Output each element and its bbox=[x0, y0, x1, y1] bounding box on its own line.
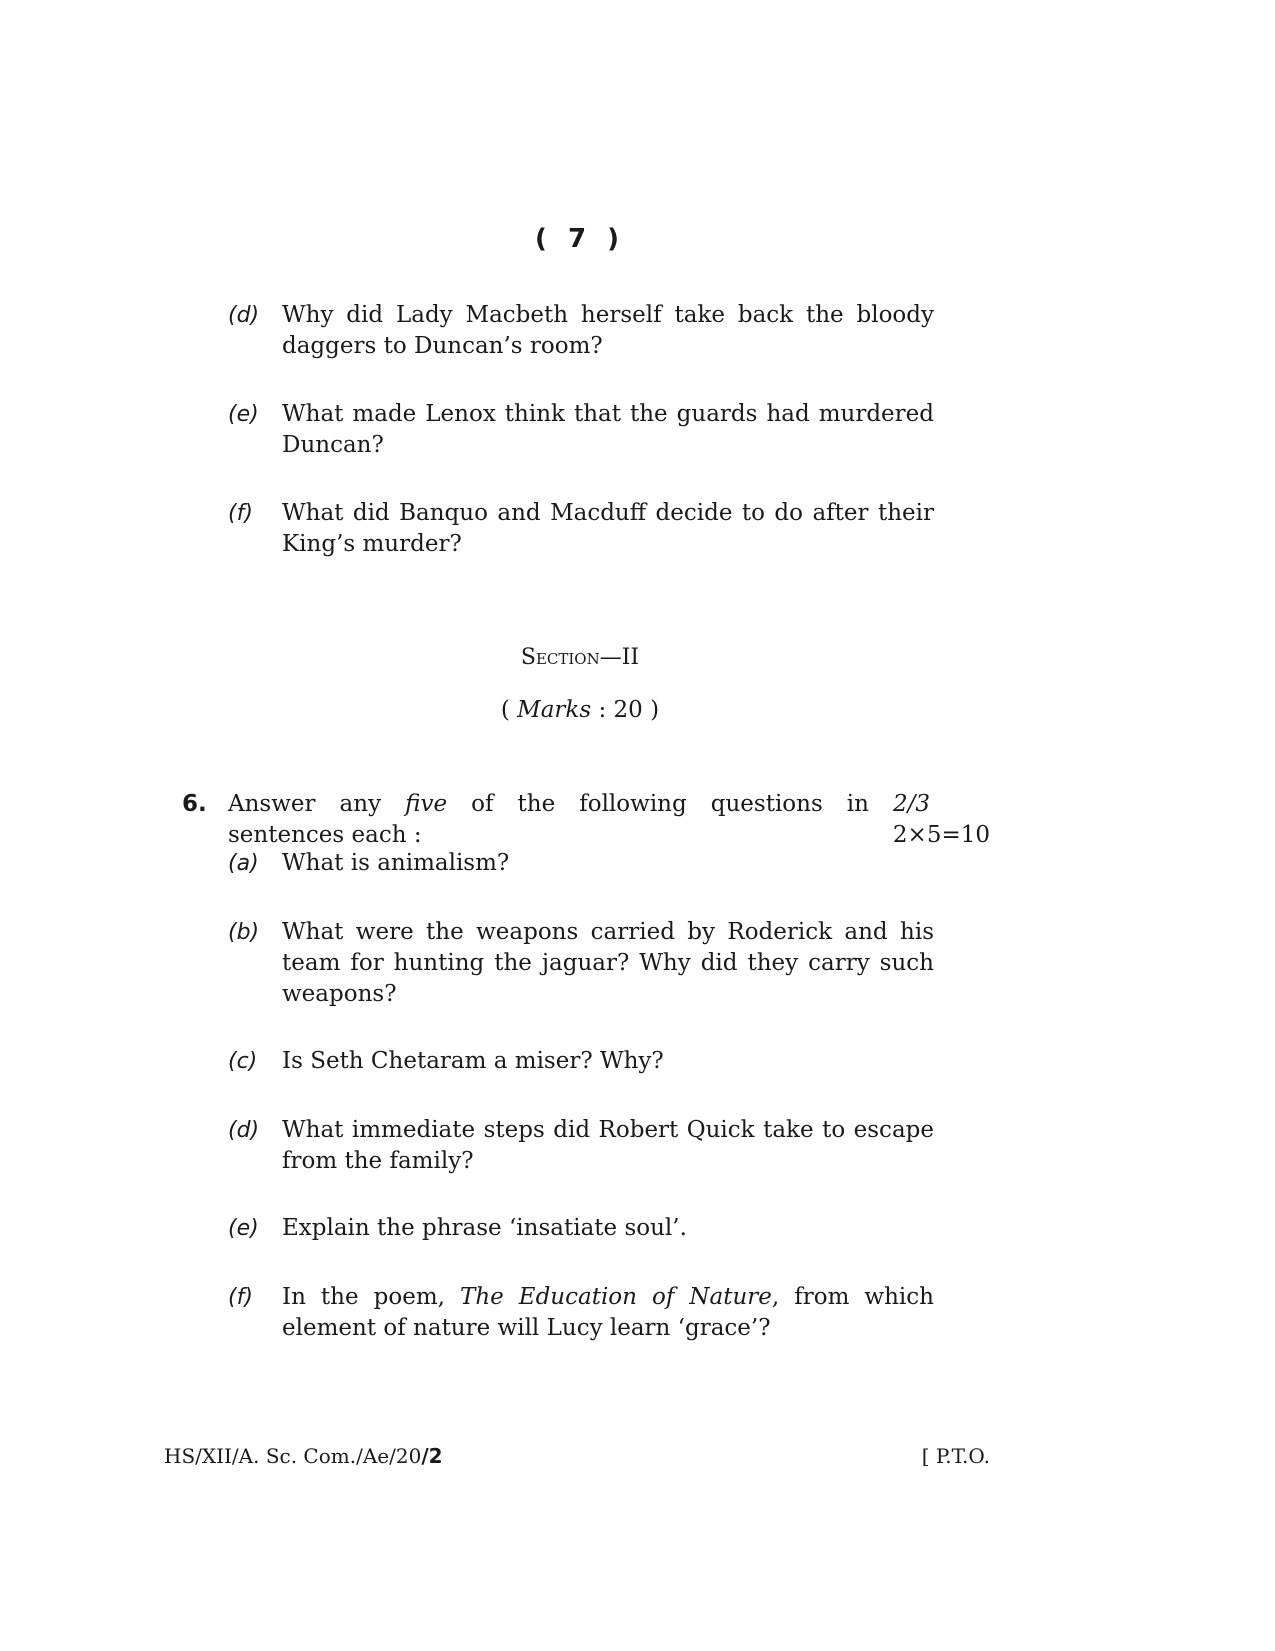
marks-label: Marks bbox=[517, 697, 592, 723]
paper-code-suffix: /2 bbox=[421, 1444, 443, 1468]
marks-open: ( bbox=[500, 697, 510, 723]
question-label: (a) bbox=[228, 851, 259, 876]
question-label: (d) bbox=[228, 1118, 260, 1143]
question-text: What were the weapons carried by Roderick and his team for hunting the jaguar? Why did they carry such weapons? bbox=[282, 919, 934, 1007]
question-text: Explain the phrase ‘insatiate soul’. bbox=[282, 1215, 687, 1241]
section-marks bbox=[0, 697, 1160, 723]
question-item bbox=[228, 917, 934, 1010]
question-6-instruction-line2 bbox=[228, 820, 990, 851]
question-6-instruction bbox=[228, 789, 930, 820]
paper-code-text: HS/XII/A. Sc. Com./Ae/20 bbox=[164, 1444, 422, 1468]
question-text: What is animalism? bbox=[282, 850, 510, 876]
pto-marker: [ P.T.O. bbox=[921, 1444, 990, 1468]
question-item bbox=[228, 498, 934, 560]
question-item bbox=[228, 1115, 934, 1177]
question-text bbox=[282, 1282, 934, 1344]
question-item bbox=[228, 1213, 934, 1244]
page-number: ( 7 ) bbox=[535, 224, 625, 254]
question-label: (d) bbox=[228, 303, 260, 328]
instruction-text: Answer any bbox=[228, 791, 382, 817]
question-item bbox=[228, 1046, 934, 1077]
question-text-part: , from which element of nature will Lucy learn ‘grace’? bbox=[282, 1284, 934, 1341]
question-text: What made Lenox think that the guards had murdered Duncan? bbox=[282, 401, 934, 458]
marks-value: : 20 bbox=[598, 697, 643, 723]
question-item bbox=[228, 848, 934, 879]
section-heading bbox=[0, 645, 1160, 670]
question-label: (c) bbox=[228, 1049, 258, 1074]
question-marks: 2×5=10 bbox=[892, 822, 990, 848]
instruction-text: sentences each : bbox=[228, 822, 422, 848]
question-text: What did Banquo and Macduff decide to do after their King’s murder? bbox=[282, 500, 934, 557]
question-label: (f) bbox=[228, 501, 253, 526]
question-label: (b) bbox=[228, 920, 260, 945]
instruction-emphasis: five bbox=[405, 791, 448, 817]
instruction-fraction: 2/3 bbox=[893, 791, 931, 817]
question-text-part: In the poem, bbox=[282, 1284, 445, 1310]
poem-title: The Education of Nature bbox=[459, 1284, 772, 1310]
question-item bbox=[228, 1282, 934, 1344]
question-item bbox=[228, 300, 934, 362]
question-label: (e) bbox=[228, 402, 259, 427]
section-title-prefix: Section bbox=[520, 645, 600, 670]
question-text: Is Seth Chetaram a miser? Why? bbox=[282, 1048, 664, 1074]
question-text: What immediate steps did Robert Quick take to escape from the family? bbox=[282, 1117, 934, 1174]
question-label: (f) bbox=[228, 1285, 253, 1310]
section-title-suffix: —II bbox=[599, 645, 640, 670]
paper-code bbox=[164, 1444, 443, 1468]
question-item bbox=[228, 399, 934, 461]
marks-close: ) bbox=[650, 697, 660, 723]
question-number: 6. bbox=[182, 791, 207, 817]
instruction-text: of the following questions in bbox=[471, 791, 869, 817]
question-6 bbox=[182, 789, 990, 851]
question-label: (e) bbox=[228, 1216, 259, 1241]
question-text: Why did Lady Macbeth herself take back the bloody daggers to Duncan’s room? bbox=[282, 302, 934, 359]
